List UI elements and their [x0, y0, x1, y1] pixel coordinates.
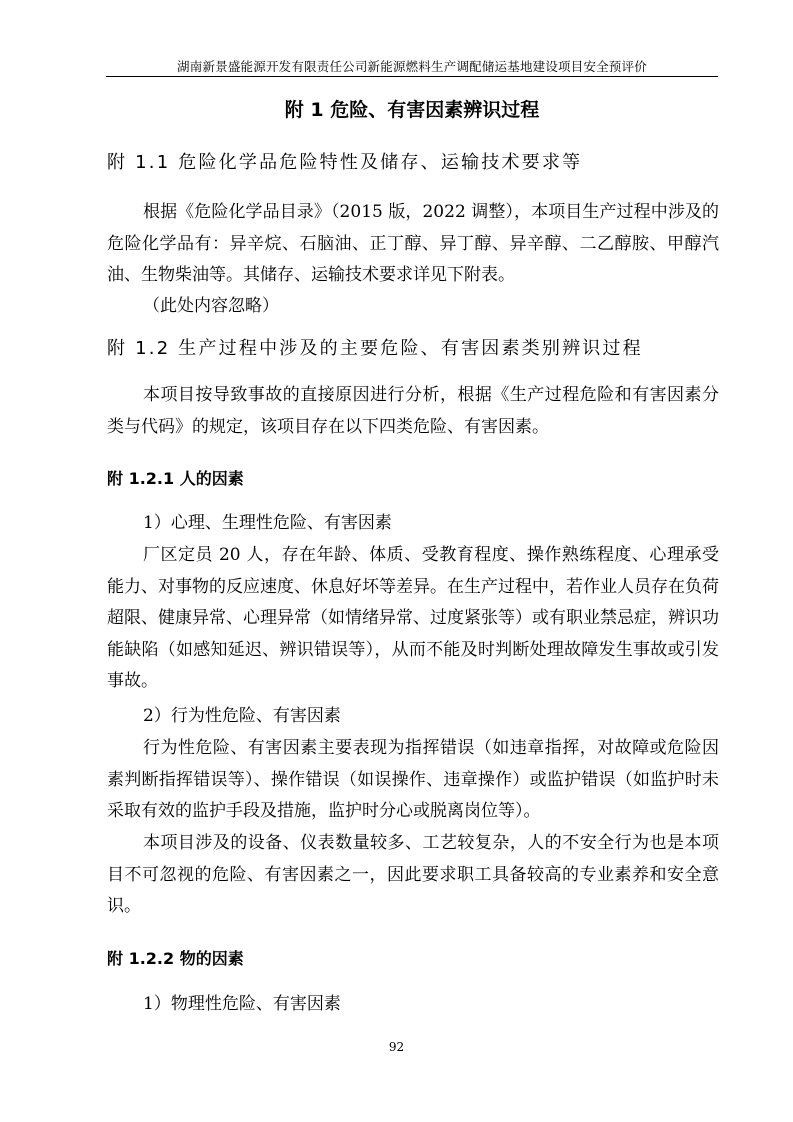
omitted-content-note: （此处内容忽略）: [143, 296, 279, 316]
section-heading-1-2-2: 附 1.2.2 物的因素: [107, 949, 244, 968]
human-factor-item-2-label: 2）行为性危险、有害因素: [143, 706, 341, 726]
human-factor-item-2-text: 行为性危险、有害因素主要表现为指挥错误（如违章指挥，对故障或危险因素判断指挥错误等）、操作错误（如误操作、违章操作）或监护错误（如监护时未采取有效的监护手段及措施，监护时分心或脱离岗位等）。: [107, 738, 719, 821]
human-factor-item-1-text: 厂区定员 20 人，存在年龄、体质、受教育程度、操作熟练程度、心理承受能力、对事物的反应速度、休息好坏等差异。在生产过程中，若作业人员存在负荷超限、健康异常、心理异常（如情绪异常、过度紧张等）或有职业禁忌症，辨识功能缺陷（如感知延迟、辨识错误等），从而不能及时判断处理故障发生事故或引发事故。: [107, 545, 719, 691]
page-number: 92: [388, 1040, 405, 1054]
section-heading-1-1: 附 1.1 危险化学品危险特性及储存、运输技术要求等: [107, 152, 583, 173]
section-heading-1-2-1: 附 1.2.1 人的因素: [107, 469, 244, 488]
material-factor-item-1-label: 1）物理性危险、有害因素: [143, 994, 341, 1014]
human-factor-item-1-label: 1）心理、生理性危险、有害因素: [143, 513, 392, 533]
section-1-1-paragraph: 根据《危险化学品目录》（2015 版，2022 调整），本项目生产过程中涉及的危险化学品有：异辛烷、石脑油、正丁醇、异丁醇、异辛醇、二乙醇胺、甲醇汽油、生物柴油等。其储存、运输技术要求详见下附表。: [107, 202, 719, 285]
human-factor-closing-text: 本项目涉及的设备、仪表数量较多、工艺较复杂，人的不安全行为也是本项目不可忽视的危险、有害因素之一，因此要求职工具备较高的专业素养和安全意识。: [107, 833, 719, 916]
section-heading-1-2: 附 1.2 生产过程中涉及的主要危险、有害因素类别辨识过程: [107, 338, 643, 359]
header-divider: [106, 76, 718, 77]
page-title: 附 1 危险、有害因素辨识过程: [284, 99, 540, 121]
section-1-2-paragraph: 本项目按导致事故的直接原因进行分析，根据《生产过程危险和有害因素分类与代码》的规定，该项目存在以下四类危险、有害因素。: [107, 385, 719, 437]
running-header: 湖南新景盛能源开发有限责任公司新能源燃料生产调配储运基地建设项目安全预评价: [177, 59, 647, 74]
